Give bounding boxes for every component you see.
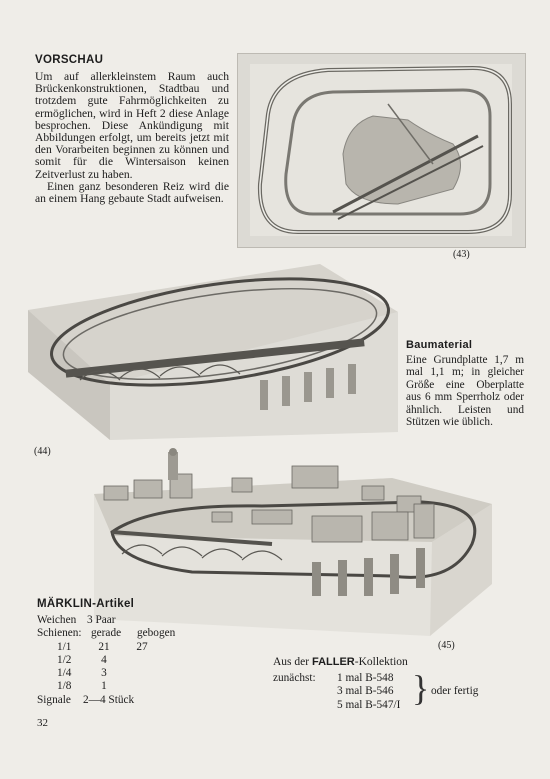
faller-item-1: 1 mal B-548	[337, 672, 394, 684]
track-rows	[37, 641, 247, 694]
preview-paragraph-1: Um auf allerkleinstem Raum auch Brückenkonstruktionen, Stadtbau und trotzdem gute Fahrmöglichkeiten zu ermöglichen, wird in Heft 2 diese Anlage besprochen. Diese Ankündigung mit Abbildungen erfolgt, um bereits jetzt mit den Vorarbeiten beginnen zu können und somit für die Wintersaison keinen Zeitverlust zu haben.	[35, 70, 229, 181]
track-gebogen-count	[127, 680, 157, 693]
town-layout-illustration	[92, 444, 492, 636]
caption-43: (43)	[453, 249, 470, 260]
signale-label: Signale	[37, 693, 71, 706]
track-gerade-count: 3	[101, 667, 107, 680]
page-number: 32	[37, 717, 48, 729]
weichen-row	[37, 614, 247, 627]
track-gerade-count: 21	[98, 640, 110, 653]
track-size: 1/1	[57, 640, 72, 653]
maerklin-heading: MÄRKLIN-Artikel	[37, 598, 135, 610]
track-size: 1/4	[57, 667, 72, 680]
track-gebogen-count	[127, 654, 157, 667]
baumaterial-heading: Baumaterial	[406, 339, 473, 351]
schienen-row	[37, 627, 247, 640]
track-row	[37, 667, 247, 680]
track-gerade-count: 1	[101, 680, 107, 693]
faller-heading	[273, 656, 408, 668]
track-gebogen-count: 27	[136, 640, 148, 653]
preview-paragraph-2: Einen ganz besonderen Reiz wird die an einem Hang gebaute Stadt aufweisen.	[35, 179, 229, 206]
photo-45	[92, 444, 492, 636]
faller-suffix: -Kollektion	[354, 656, 408, 668]
caption-44: (44)	[34, 446, 51, 457]
track-size: 1/2	[57, 653, 72, 666]
column-gebogen: gebogen	[137, 627, 176, 640]
column-gerade: gerade	[91, 627, 122, 640]
faller-first-label: zunächst:	[273, 672, 316, 684]
faller-prefix: Aus der	[273, 656, 310, 668]
signale-value: 2—4 Stück	[83, 693, 135, 706]
track-size: 1/8	[57, 680, 72, 693]
maerklin-table	[37, 614, 247, 707]
track-gebogen-count	[127, 667, 157, 680]
preview-text	[35, 71, 229, 205]
faller-item-2: 3 mal B-546	[337, 685, 394, 698]
weichen-value: 3 Paar	[87, 614, 116, 626]
preview-heading: VORSCHAU	[35, 54, 104, 66]
track-gerade-count: 4	[101, 653, 107, 666]
faller-alt: oder fertig	[431, 685, 479, 697]
weichen-label: Weichen	[37, 614, 77, 626]
caption-45: (45)	[438, 640, 455, 651]
baumaterial-text: Eine Grundplatte 1,7 m mal 1,1 m; in gleicher Größe eine Oberplatte aus 6 mm Sperrholz oder ähnlich. Leisten und Stützen wie üblich.	[406, 354, 524, 429]
photo-43	[237, 53, 526, 248]
schienen-label: Schienen:	[37, 627, 82, 640]
signale-row	[37, 694, 247, 707]
photo-44	[20, 262, 398, 442]
curly-brace: }	[412, 668, 430, 708]
layout-plan-illustration	[238, 54, 525, 247]
bridge-layout-illustration	[20, 262, 398, 442]
faller-item-3: 5 mal B-547/I	[337, 698, 401, 711]
faller-brand: FALLER	[311, 656, 355, 668]
track-row	[37, 654, 247, 667]
track-row	[37, 641, 247, 654]
track-row	[37, 680, 247, 693]
